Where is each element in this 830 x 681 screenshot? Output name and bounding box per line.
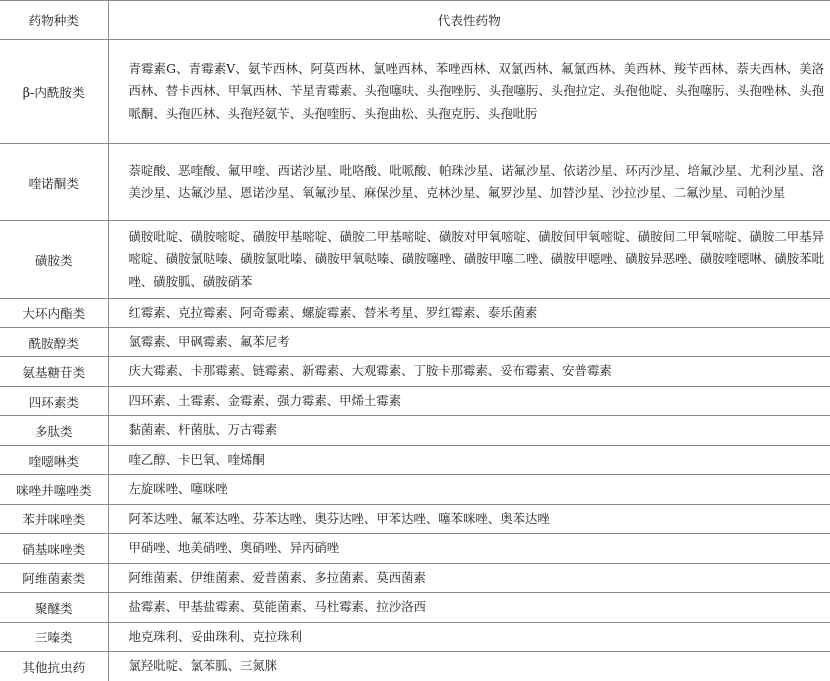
- row-drugs: 甲硝唑、地美硝唑、奥硝唑、异丙硝唑: [108, 534, 830, 563]
- row-drugs: 阿苯达唑、氟苯达唑、芬苯达唑、奥芬达唑、甲苯达唑、噻苯咪唑、奥苯达唑: [108, 504, 830, 533]
- table-row: [0, 416, 830, 445]
- row-category: 四环素类: [0, 386, 108, 415]
- row-category: 三嗪类: [0, 622, 108, 651]
- row-drugs: 萘啶酸、恶喹酸、氟甲喹、西诺沙星、吡咯酸、吡哌酸、帕珠沙星、诺氟沙星、依诺沙星、环丙沙星、培氟沙星、尤利沙星、洛美沙星、达氟沙星、恩诺沙星、氧氟沙星、麻保沙星、克林沙星、氟罗沙星、加替沙星、沙拉沙星、二氟沙星、司帕沙星: [108, 144, 830, 221]
- row-drugs: 红霉素、克拉霉素、阿奇霉素、螺旋霉素、替米考星、罗红霉素、泰乐菌素: [108, 298, 830, 327]
- table-row: [0, 534, 830, 563]
- row-drugs: 阿维菌素、伊维菌素、爱普菌素、多拉菌素、莫西菌素: [108, 563, 830, 592]
- table-row: [0, 445, 830, 474]
- row-drugs: 喹乙醇、卡巴氧、喹烯酮: [108, 445, 830, 474]
- row-category: β-内酰胺类: [0, 39, 108, 144]
- row-category: 氨基糖苷类: [0, 357, 108, 386]
- row-drugs: 四环素、土霉素、金霉素、强力霉素、甲烯土霉素: [108, 386, 830, 415]
- row-category: 聚醚类: [0, 593, 108, 622]
- row-drugs: 盐霉素、甲基盐霉素、莫能菌素、马杜霉素、拉沙洛西: [108, 593, 830, 622]
- table-row: [0, 652, 830, 681]
- table-row: [0, 39, 830, 144]
- row-category: 磺胺类: [0, 221, 108, 298]
- row-drugs: 磺胺吡啶、磺胺嘧啶、磺胺甲基嘧啶、磺胺二甲基嘧啶、磺胺对甲氧嘧啶、磺胺间甲氧嘧啶、磺胺间二甲氧嘧啶、磺胺二甲基异嘧啶、磺胺氯哒嗪、磺胺氯吡嗪、磺胺甲氧哒嗪、磺胺噻唑、磺胺甲噻二唑、磺胺甲噁唑、磺胺异恶唑、磺胺喹噁啉、磺胺苯吡唑、磺胺胍、磺胺硝苯: [108, 221, 830, 298]
- row-drugs: 庆大霉素、卡那霉素、链霉素、新霉素、大观霉素、丁胺卡那霉素、妥布霉素、安普霉素: [108, 357, 830, 386]
- table-row: [0, 221, 830, 298]
- row-category: 阿维菌素类: [0, 563, 108, 592]
- row-drugs: 地克珠利、妥曲珠利、克拉珠利: [108, 622, 830, 651]
- table-row: [0, 563, 830, 592]
- row-category: 酰胺醇类: [0, 328, 108, 357]
- header-category: 药物种类: [0, 1, 108, 40]
- row-drugs: 氯霉素、甲砜霉素、氟苯尼考: [108, 328, 830, 357]
- row-drugs: 左旋咪唑、噻咪唑: [108, 475, 830, 504]
- table-row: [0, 593, 830, 622]
- row-category: 多肽类: [0, 416, 108, 445]
- row-drugs: 氯羟吡啶、氯苯胍、三氮脒: [108, 652, 830, 681]
- row-category: 苯并咪唑类: [0, 504, 108, 533]
- table-row: [0, 144, 830, 221]
- row-category: 其他抗虫药: [0, 652, 108, 681]
- table-row: [0, 475, 830, 504]
- row-category: 咪唑并噻唑类: [0, 475, 108, 504]
- table-row: [0, 357, 830, 386]
- row-drugs: 黏菌素、杆菌肽、万古霉素: [108, 416, 830, 445]
- row-category: 喹诺酮类: [0, 144, 108, 221]
- table-row: [0, 622, 830, 651]
- table-row: [0, 328, 830, 357]
- table-row: [0, 386, 830, 415]
- row-drugs: 青霉素G、青霉素V、氨苄西林、阿莫西林、氯唑西林、苯唑西林、双氯西林、氟氯西林、美西林、羧苄西林、萘夫西林、美洛西林、替卡西林、甲氧西林、苄星青霉素、头孢噻呋、头孢唑肟、头孢噻肟、头孢拉定、头孢他啶、头孢噻肟、头孢唑林、头孢哌酮、头孢匹林、头孢羟氨苄、头孢喹肟、头孢曲松、头孢克肟、头孢吡肟: [108, 39, 830, 144]
- header-drugs: 代表性药物: [108, 1, 830, 40]
- row-category: 大环内酯类: [0, 298, 108, 327]
- row-category: 喹噁啉类: [0, 445, 108, 474]
- table-row: [0, 504, 830, 533]
- row-category: 硝基咪唑类: [0, 534, 108, 563]
- table-header-row: [0, 1, 830, 40]
- table-row: [0, 298, 830, 327]
